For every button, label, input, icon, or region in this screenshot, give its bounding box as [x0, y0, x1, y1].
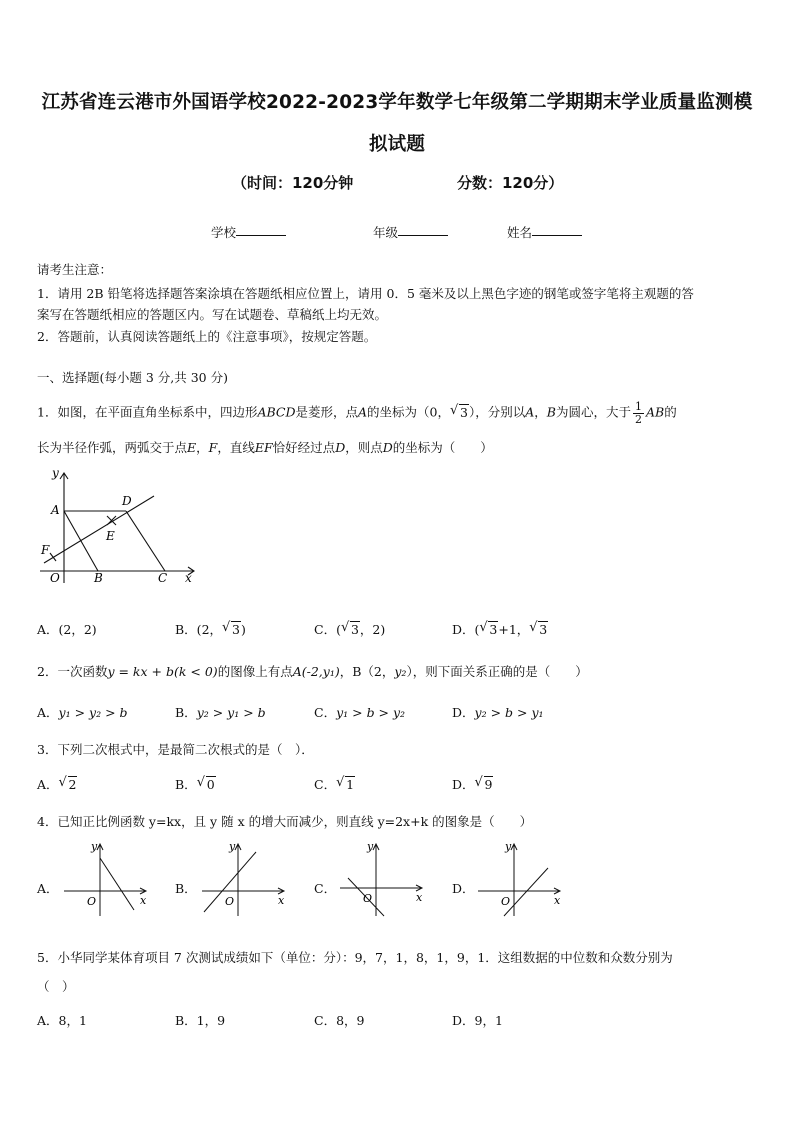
fig1-label-O: O	[50, 571, 60, 585]
q1-line1	[37, 401, 677, 425]
q1-sqrt3: √ 3	[450, 405, 469, 420]
fig1-label-A: A	[51, 503, 60, 517]
q5-stem-line2: （ ）	[37, 979, 75, 994]
q3-option-b[interactable]: B．√ 0	[175, 775, 216, 793]
name-field[interactable]	[507, 223, 532, 241]
q1-text: ，直线	[217, 440, 255, 455]
fig1-label-F: F	[41, 543, 50, 557]
fig1-label-x: x	[185, 571, 192, 585]
q1-text: ），分别以	[468, 404, 526, 420]
q1-option-c[interactable]: C．(√ 3，2)	[314, 620, 385, 638]
school-label: 学校	[211, 225, 237, 240]
q1-e: E	[187, 440, 197, 455]
q1-text: ，	[534, 404, 547, 420]
q1-fraction: $\frac{1}{2}$	[634, 400, 642, 426]
notice-line1: 1．请用 2B 铅笔将选择题答案涂填在答题纸相应位置上，请用 0．5 毫米及以上黑色字迹的钢笔或签字笔将主观题的答	[37, 286, 694, 301]
q4c-x: x	[416, 891, 423, 904]
q1-a: A	[358, 404, 368, 420]
q4-graph-d	[474, 838, 566, 918]
q3-option-a[interactable]: A．√ 2	[37, 775, 77, 793]
q1-text: 的	[664, 404, 677, 420]
q1-text: 1．如图，在平面直角坐标系中，四边形	[37, 404, 258, 420]
notice-line3: 2．答题前，认真阅读答题纸上的《注意事项》，按规定答题。	[37, 329, 377, 344]
q4-option-c[interactable]: C．	[314, 881, 337, 896]
q4-option-d[interactable]: D．	[452, 881, 475, 896]
notice-heading: 请考生注意：	[37, 262, 113, 277]
school-field[interactable]	[211, 223, 236, 241]
q4-graph-b	[198, 838, 290, 918]
q1-text: 的坐标为（0，	[367, 404, 451, 420]
q5-option-c[interactable]: C．8，9	[314, 1013, 365, 1028]
q4-option-b[interactable]: B．	[175, 881, 197, 896]
q3-stem: 3．下列二次根式中，是最简二次根式的是（ ）．	[37, 742, 314, 757]
q1-d: D	[382, 440, 393, 455]
q4-graph-a	[60, 838, 152, 918]
q1-text: 为圆心，大于	[555, 404, 631, 420]
q2-stem: 2．一次函数y = kx + b(k < 0)的图像上有点A(-2,y₁)，B（2，y₂），则下面关系正确的是（ ）	[37, 664, 588, 679]
q1-option-d[interactable]: D．(√ 3+1，√ 3	[452, 620, 548, 638]
q1-f: F	[208, 440, 218, 455]
q5-option-b[interactable]: B．1，9	[175, 1013, 226, 1028]
q1-line2	[37, 438, 493, 456]
q4b-x: x	[278, 894, 285, 907]
q2-option-a[interactable]: A．y₁ > y₂ > b	[37, 705, 128, 720]
q2-function: y = kx + b(k < 0)	[107, 664, 218, 679]
q2-point-a: A(-2,y₁)	[292, 664, 340, 679]
q1-option-a[interactable]: A．(2，2)	[37, 622, 97, 637]
exam-title-line2: 拟试题	[368, 134, 426, 155]
q2-y2: y₂	[394, 664, 407, 679]
q4c-y: y	[367, 840, 374, 853]
grade-field[interactable]	[373, 223, 398, 241]
q3-option-d[interactable]: D．√ 9	[452, 775, 493, 793]
q4a-o: O	[87, 895, 97, 908]
q2-option-c[interactable]: C．y₁ > b > y₂	[314, 705, 406, 720]
q1-abcd: ABCD	[257, 404, 296, 420]
fig1-label-D: D	[122, 494, 132, 508]
q4b-y: y	[229, 840, 236, 853]
q1-d: D	[335, 440, 346, 455]
section-heading: 一、选择题(每小题 3 分,共 30 分)	[37, 370, 228, 385]
q4b-o: O	[225, 895, 235, 908]
fig1-label-E: E	[106, 529, 115, 543]
q4d-x: x	[554, 894, 561, 907]
q4d-y: y	[505, 840, 512, 853]
q3-option-c[interactable]: C．√ 1	[314, 775, 355, 793]
q1-text: 是菱形，点	[295, 404, 359, 420]
q1-b: B	[546, 404, 556, 420]
fig1-label-B: B	[94, 571, 103, 585]
q1-figure	[36, 465, 201, 587]
q1-text: ，则点	[345, 440, 383, 455]
q1-option-b[interactable]: B．(2，√ 3)	[175, 620, 246, 638]
q4-graph-c	[336, 838, 428, 918]
q5-stem-line1: 5．小华同学某体育项目 7 次测试成绩如下（单位：分）：9，7，1，8，1，9，1．这组数据的中位数和众数分别为	[37, 950, 673, 965]
q1-text: 的坐标为（ ）	[392, 440, 493, 455]
q4a-x: x	[140, 894, 147, 907]
fig1-label-C: C	[158, 571, 168, 585]
q1-text: 长为半径作弧，两弧交于点	[37, 440, 188, 455]
q1-text: 恰好经过点	[272, 440, 336, 455]
q1-ab: AB	[645, 404, 665, 420]
notice-line2: 案写在答题纸相应的答题区内。写在试题卷、草稿纸上均无效。	[37, 307, 388, 322]
q5-option-d[interactable]: D．9，1	[452, 1013, 503, 1028]
q4-option-a[interactable]: A．	[37, 881, 59, 896]
fig1-label-y: y	[52, 466, 59, 480]
q1-ef: EF	[254, 440, 273, 455]
q1-a: A	[525, 404, 535, 420]
q5-option-a[interactable]: A．8，1	[37, 1013, 87, 1028]
q1-text: ，	[196, 440, 209, 455]
q2-option-b[interactable]: B．y₂ > y₁ > b	[175, 705, 266, 720]
q2-option-d[interactable]: D．y₂ > b > y₁	[452, 705, 544, 720]
time-info: （时间：120分钟	[232, 174, 354, 192]
q4a-y: y	[91, 840, 98, 853]
name-label: 姓名	[507, 225, 533, 240]
q4c-o: O	[363, 892, 373, 905]
score-info: 分数：120分）	[457, 174, 564, 192]
exam-title-line1: 江苏省连云港市外国语学校2022-2023学年数学七年级第二学期期末学业质量监测模	[41, 92, 753, 113]
grade-label: 年级	[373, 225, 399, 240]
q4-stem: 4．已知正比例函数 y=kx，且 y 随 x 的增大而减少，则直线 y=2x+k 的图象是（ ）	[37, 814, 533, 829]
q4d-o: O	[501, 895, 511, 908]
